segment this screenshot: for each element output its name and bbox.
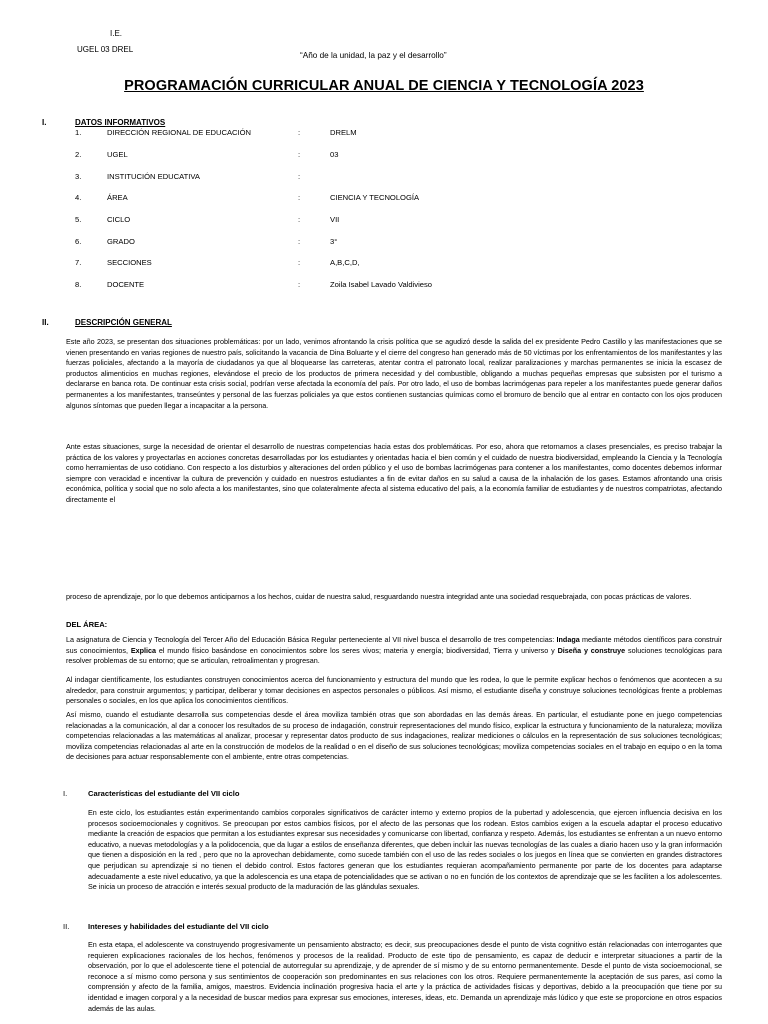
info-label: ÁREA: [107, 193, 128, 202]
area-paragraph-2: Al indagar científicamente, los estudiantes construyen conocimientos acerca del funcionamiento y estructura del mundo que les rodea, lo que le permite explicar hechos o fenómenos que acontecen a su alrededor, para construir argumentos; y participar, deliberar y tomar decisiones en aspectos personales o públicos. Así mismo, el estudiante diseña y construye soluciones tecnológicas frente a problemas personales o sociales, en los que aplica los conocimientos científicos.: [66, 675, 722, 706]
info-num: 2.: [75, 150, 82, 159]
info-row-3: [75, 172, 635, 184]
info-value: DRELM: [330, 128, 357, 137]
info-num: 3.: [75, 172, 82, 181]
info-label: DIRECCIÓN REGIONAL DE EDUCACIÓN: [107, 128, 252, 137]
interests-paragraph: En esta etapa, el adolescente va construyendo progresivamente un pensamiento abstracto; es decir, sus preocupaciones desde el punto de vista cognitivo están relacionadas con interrogantes que requieren explicaciones racionales de los hechos, fenómenos y procesos de la realidad. Producto de este tipo de pensamiento, es capaz de deducir e interpretar situaciones a partir de la observación, por lo que el adolescente tiene el potencial de autorregular su aprendizaje, y de aprender de sí mismo y de su entorno permanentemente. Desde el punto de vista socioemocional, se reconoce a sí mismo como persona y sus sentimientos de cooperación son predominantes en sus relaciones con los otros. Requiere permanentemente la aceptación de sus pares, así como la comprensión y afecto de la familia, amigos, maestros. Evidencia inclinación progresiva hacia el arte y la práctica de actividades físicas y deportivas, debido a la preocupación que tiene por su identidad e imagen corporal y a la necesidad de buscar medios para expresar sus emociones, intereses, ideas, etc. Demanda un aprendizaje más lúdico y que este se proporcione en otros espacios además de las aulas.: [88, 940, 722, 1013]
area-paragraph-3: Así mismo, cuando el estudiante desarrolla sus competencias desde el área moviliza también otras que son abordadas en las demás áreas. En particular, el estudiante pone en juego competencias relacionadas a la comunicación, al dar a conocer los resultados de su proceso de indagación, construir representaciones del mundo físico, explicar la estructura y funcionamiento de la naturaleza; moviliza competencias relacionadas a las matemáticas al analizar, procesar y representar datos producto de sus indagaciones, realizar mediciones o cálculos en la representación de sus soluciones tecnológicas; moviliza competencias relacionadas al arte en la construcción de modelos de la realidad o en el diseño de sus soluciones tecnológicas; moviliza competencias sociales en el trabajo en equipo o en la toma de decisiones para actuar responsablemente con el ambiente, entre otras competencias.: [66, 710, 722, 762]
info-num: 1.: [75, 128, 82, 137]
characteristics-title: Características del estudiante del VII ciclo: [88, 789, 240, 798]
info-colon: :: [298, 280, 301, 289]
info-num: 8.: [75, 280, 82, 289]
description-paragraph-3: proceso de aprendizaje, por lo que debemos anticiparnos a los hechos, cuidar de nuestra salud, resguardando nuestra integridad ante una sociedad resquebrajada, con pocas prácticas de valores.: [66, 592, 692, 601]
info-colon: :: [298, 258, 301, 267]
info-row-8: [75, 280, 635, 292]
info-colon: :: [298, 237, 301, 246]
info-value: VII: [330, 215, 340, 224]
school-label: I.E.: [110, 29, 123, 38]
info-row-2: [75, 150, 635, 162]
characteristics-paragraph: En este ciclo, los estudiantes están experimentando cambios corporales significativos de carácter interno y externo propios de la pubertad y adolescencia, que ejercen influencia decisiva en los procesos socioemocionales y cognitivos. Se preocupan por estos cambios físicos, por el afecto de las personas que los rodean. Estos cambios exigen a la escuela adaptar el proceso educativo mediante la creación de espacios que permitan a los estudiantes expresar sus necesidades y comunicarse con libertad, confianza y respeto. Además, los estudiantes se enfrentan a un nuevo entorno educativo, a nuevas metodologías y a la polidocencia, que da lugar a estilos de enseñanza diferentes, que deben incluir las nuevas tecnologías de las cuales a diario hacen uso y la gran información que tienen a disposición en la red , pero que no la aprovechan debidamente, como sucede también con el uso de las redes sociales o los juegos en línea que se convierten en grandes distractores que perjudican su aprendizaje si no tienen el debido control. Estos factores generan que los estudiantes requieran acompañamiento permanente por parte de los docentes para adaptarse adecuadamente a este nivel educativo, ya que la adolescencia es una etapa de potencialidades que se activan o no en función de los contextos de aprendizaje que se les faciliten a los adolescentes. Se inicia un proceso de atracción e interés sexual producto de la maduración de las glándulas sexuales.: [88, 808, 722, 892]
info-value: CIENCIA Y TECNOLOGÍA: [330, 193, 420, 202]
info-value: A,B,C,D,: [330, 258, 360, 267]
page-title: PROGRAMACIÓN CURRICULAR ANUAL DE CIENCIA Y TECNOLOGÍA 2023: [124, 78, 644, 94]
description-paragraph-2: Ante estas situaciones, surge la necesidad de orientar el desarrollo de nuestras competencias hacia estas dos problemáticas. Por eso, ahora que retornamos a clases presenciales, es preciso trabajar la práctica de los valores y proyectarlas en acciones concretas desarrolladas por los estudiantes y orientadas hacia el bien común y el cuidado de nuestra biodiversidad, empleando la Ciencia y la Tecnología como herramientas de uso cotidiano. Con respecto a los disturbios y alteraciones del orden público y el uso de bombas lacrimógenas para contener a los manifestantes, como docentes debemos informar siempre con veracidad e incentivar la cultura de prevención y cuidado en nuestros estudiantes a fin de evitar daños en su salud a causa de la inhalación de los gases. Estamos afrontando una crisis económica, política y social que no solo afecta a los manifestantes, sino que colateralmente afecta al sistema educativo del país, a la economía familiar de estudiantes y de nuestros compatriotas, afectando directamente el: [66, 442, 722, 504]
info-label: DOCENTE: [107, 280, 145, 289]
info-label: INSTITUCIÓN EDUCATIVA: [107, 172, 200, 181]
section-2-title: DESCRIPCIÓN GENERAL: [75, 318, 172, 327]
info-colon: :: [298, 172, 301, 181]
area-text-b: mediante métodos científicos para construir sus conocimientos,: [66, 635, 722, 655]
info-colon: :: [298, 193, 301, 202]
info-label: GRADO: [107, 237, 135, 246]
competency-explica: Explica: [130, 645, 156, 655]
info-colon: :: [298, 215, 301, 224]
area-paragraph-1: [66, 635, 722, 667]
competency-disena: Diseña y construye: [557, 645, 626, 655]
info-colon: :: [298, 128, 301, 137]
info-value: 3°: [330, 237, 338, 246]
info-num: 6.: [75, 237, 82, 246]
section-1-title: DATOS INFORMATIVOS: [75, 118, 166, 127]
description-paragraph-1: Este año 2023, se presentan dos situaciones problemáticas: por un lado, venimos afrontando la crisis política que se agudizó desde la salida del ex presidente Pedro Castillo y las manifestaciones que se vienen presentando en varias regiones de nuestro país, solicitando la vacancia de Dina Boluarte y el cierre del congreso han generado más de 50 víctimas por los enfrentamientos de los manifestantes y las fuerzas policiales, afectando a la mayoría de ciudadanos ya que al bloquearse las carreteras, atentar contra el patronato local, realizar paralizaciones y marchas permanentes se inicia la escasez de productos alimenticios en muchas regiones, elevándose el precio de los productos de primera necesidad y del combustible, obligando a muchas pequeñas empresas que subsisten por el turismo a declararse en banca rota. De continuar esta crisis social, podrían verse afectada la economía del país. Por otro lado, el uso de bombas lacrimógenas para repeler a los manifestantes puede generar daños permanentes a los manifestantes, transeúntes y personal de las fuerzas policiales ya que estos contienen sustancias químicas como el bromuro de bencilo que al entrar en contacto con los ojos producen algunos síntomas que pueden llegar a incapacitar a la persona.: [66, 337, 722, 410]
info-label: UGEL: [107, 150, 128, 159]
section-2-number: II.: [42, 318, 49, 327]
ugel-label: UGEL 03 DREL: [77, 45, 134, 54]
interests-title: Intereses y habilidades del estudiante del VII ciclo: [88, 922, 269, 931]
info-row-4: [75, 193, 635, 205]
section-1-number: I.: [42, 118, 47, 127]
info-label: SECCIONES: [107, 258, 152, 267]
info-value: 03: [330, 150, 339, 159]
area-heading: DEL ÁREA:: [66, 620, 108, 629]
info-row-7: [75, 258, 635, 270]
info-row-6: [75, 237, 635, 249]
info-num: 7.: [75, 258, 82, 267]
info-value: Zoila Isabel Lavado Valdivieso: [330, 280, 433, 289]
area-text-d: soluciones tecnológicas para resolver problemas de su entorno; que se articulan, retroalimentan y progresan.: [66, 645, 722, 666]
area-text-a: La asignatura de Ciencia y Tecnología del Tercer Año del Educación Básica Regular perteneciente al VII nivel busca el desarrollo de tres competencias:: [66, 635, 557, 644]
interests-number: II.: [63, 922, 70, 931]
info-colon: :: [298, 150, 301, 159]
info-row-1: [75, 128, 635, 140]
info-num: 4.: [75, 193, 82, 202]
area-text-c: el mundo físico basándose en conocimientos sobre los seres vivos; materia y energía; biodiversidad, Tierra y universo y: [155, 645, 558, 655]
year-motto: “Año de la unidad, la paz y el desarrollo”: [300, 51, 447, 60]
competency-indaga: Indaga: [556, 635, 580, 644]
info-num: 5.: [75, 215, 82, 224]
info-row-5: [75, 215, 635, 227]
info-label: CICLO: [107, 215, 131, 224]
characteristics-number: I.: [63, 789, 68, 798]
